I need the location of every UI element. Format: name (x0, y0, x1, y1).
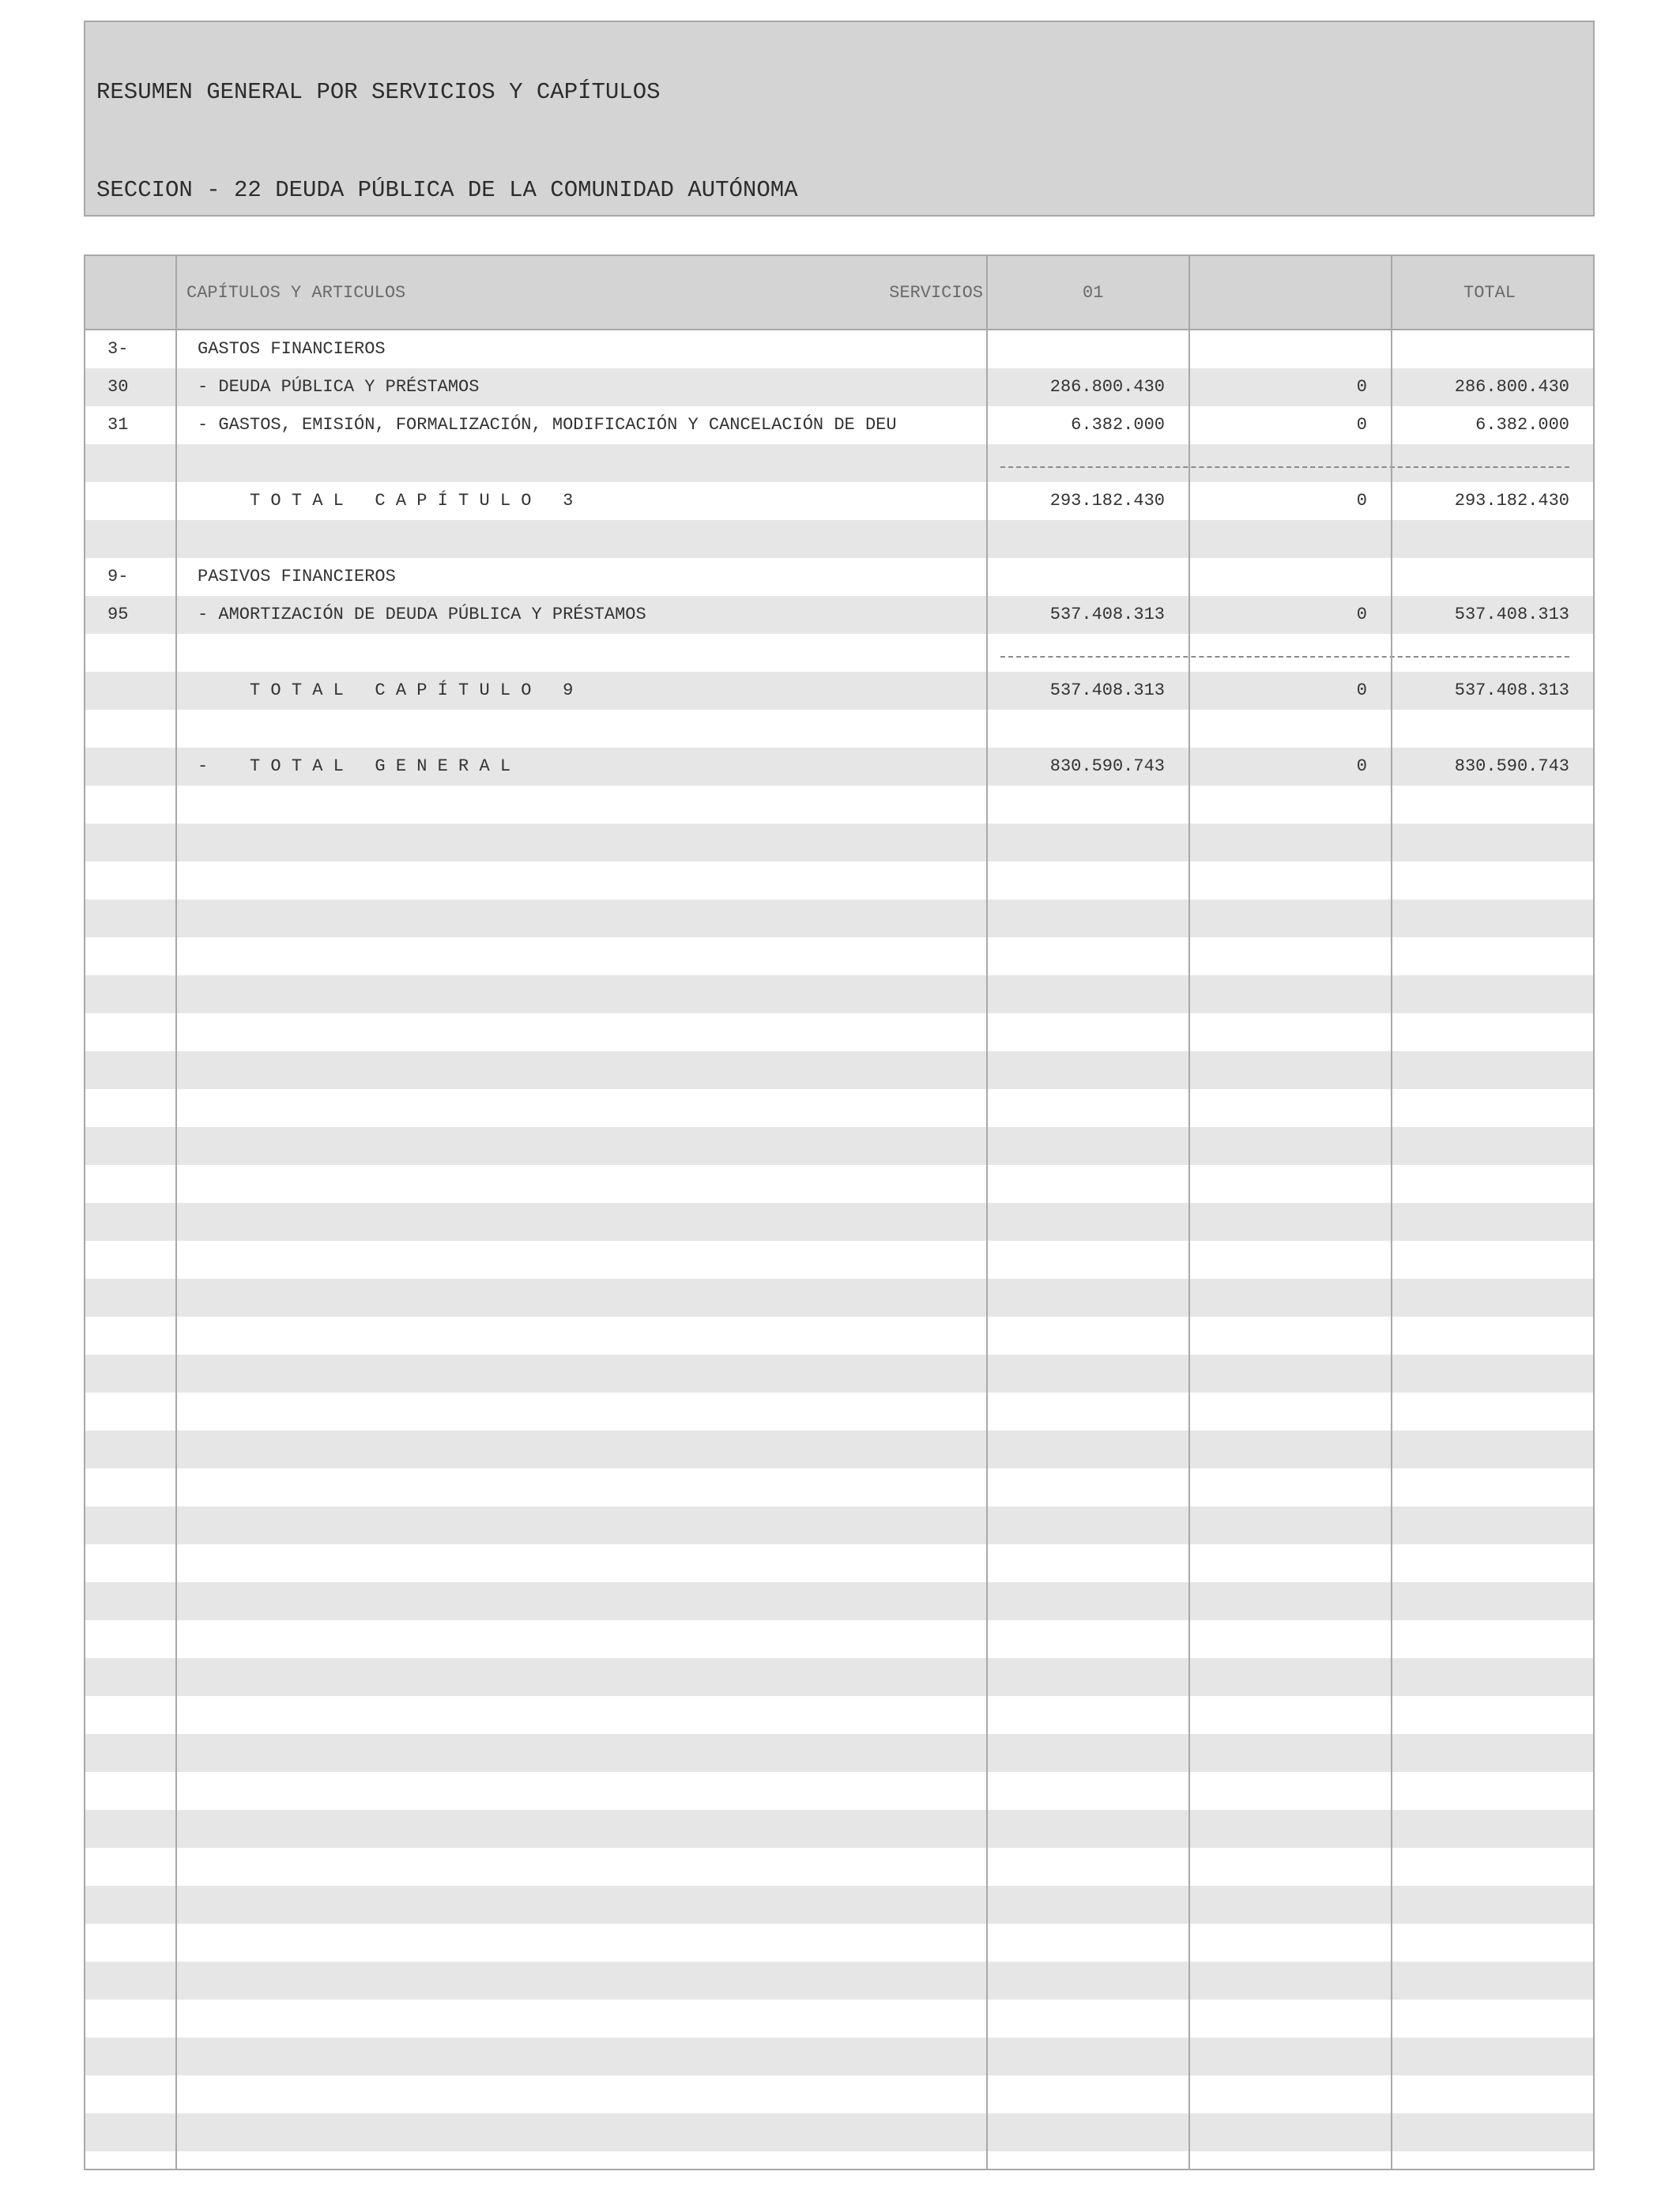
row-code: 9- (107, 567, 129, 586)
table-row (85, 596, 1593, 634)
table-row (85, 634, 1593, 672)
value-service-01: 537.408.313 (1049, 605, 1165, 624)
value-service-blank: 0 (1356, 756, 1367, 776)
row-stripe (85, 1355, 1593, 1393)
table-row (85, 748, 1593, 786)
table-row (85, 710, 1593, 748)
value-service-01: 537.408.313 (1049, 680, 1165, 700)
row-description: - DEUDA PÚBLICA Y PRÉSTAMOS (198, 377, 480, 397)
row-stripe (85, 1810, 1593, 1848)
value-service-blank: 0 (1356, 491, 1367, 511)
row-description: - GASTOS, EMISIÓN, FORMALIZACIÓN, MODIFICACIÓN Y CANCELACIÓN DE DEU (198, 415, 897, 435)
value-service-01: 6.382.000 (1071, 415, 1165, 435)
table-row (85, 444, 1593, 482)
row-stripe (85, 899, 1593, 937)
row-description: T O T A L C A P Í T U L O 3 (198, 491, 574, 511)
row-description: - T O T A L G E N E R A L (198, 756, 511, 776)
row-stripe (85, 1051, 1593, 1089)
column-header-services: SERVICIOS (889, 283, 983, 303)
row-stripe (85, 2038, 1593, 2075)
row-stripe (85, 824, 1593, 861)
table-row (85, 672, 1593, 710)
table-row (85, 368, 1593, 406)
row-stripe (85, 2113, 1593, 2151)
row-stripe (85, 1203, 1593, 1241)
report-header (84, 21, 1595, 217)
table-row (85, 558, 1593, 596)
value-total: 537.408.313 (1454, 605, 1569, 624)
value-service-blank: 0 (1356, 415, 1367, 435)
row-code: 31 (107, 415, 129, 435)
row-stripe (85, 1431, 1593, 1468)
subtotal-separator (1000, 466, 1569, 468)
row-stripe (85, 1658, 1593, 1696)
value-service-blank: 0 (1356, 680, 1367, 700)
column-header-concept: CAPÍTULOS Y ARTICULOS (186, 283, 406, 303)
row-stripe (85, 1506, 1593, 1544)
column-divider (1391, 256, 1392, 2169)
row-description: PASIVOS FINANCIEROS (198, 567, 396, 586)
value-total: 6.382.000 (1475, 415, 1569, 435)
value-service-01: 293.182.430 (1049, 491, 1165, 511)
row-stripe (85, 1582, 1593, 1620)
value-service-blank: 0 (1356, 605, 1367, 624)
row-stripe (85, 1279, 1593, 1317)
row-code: 30 (107, 377, 129, 397)
table-header (85, 256, 1593, 330)
row-stripe (85, 1962, 1593, 2000)
table-row (85, 520, 1593, 558)
column-divider (1188, 256, 1190, 2169)
value-total: 293.182.430 (1454, 491, 1569, 511)
column-header-service-01: 01 (1083, 283, 1104, 303)
table-row (85, 482, 1593, 520)
report-title: RESUMEN GENERAL POR SERVICIOS Y CAPÍTULOS (96, 79, 661, 105)
row-code: 95 (107, 605, 129, 624)
table-row (85, 406, 1593, 444)
value-total: 286.800.430 (1454, 377, 1569, 397)
row-stripe (85, 1886, 1593, 1924)
value-service-01: 830.590.743 (1049, 756, 1165, 776)
column-header-total: TOTAL (1463, 283, 1516, 303)
row-code: 3- (107, 339, 129, 359)
row-description: T O T A L C A P Í T U L O 9 (198, 680, 574, 700)
row-description: GASTOS FINANCIEROS (198, 339, 386, 359)
value-total: 537.408.313 (1454, 680, 1569, 700)
column-divider (175, 256, 177, 2169)
value-total: 830.590.743 (1454, 756, 1569, 776)
budget-table (84, 254, 1595, 2170)
row-stripe (85, 975, 1593, 1013)
subtotal-separator (1000, 656, 1569, 658)
section-title: SECCION - 22 DEUDA PÚBLICA DE LA COMUNIDAD AUTÓNOMA (96, 177, 798, 203)
row-description: - AMORTIZACIÓN DE DEUDA PÚBLICA Y PRÉSTAMOS (198, 605, 646, 624)
table-row (85, 330, 1593, 368)
value-service-blank: 0 (1356, 377, 1367, 397)
column-divider (986, 256, 988, 2169)
row-stripe (85, 1127, 1593, 1165)
row-stripe (85, 1734, 1593, 1772)
value-service-01: 286.800.430 (1049, 377, 1165, 397)
